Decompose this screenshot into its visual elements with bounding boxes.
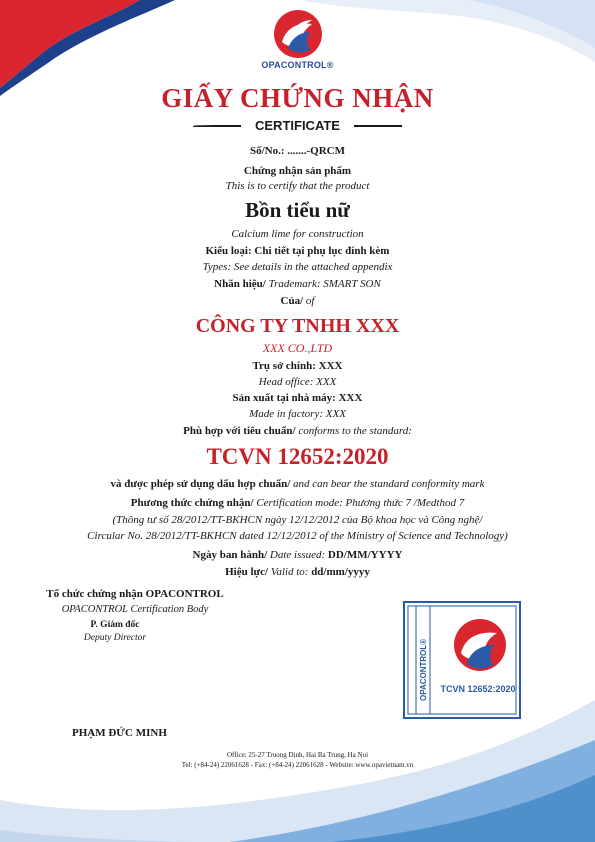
of-line: [0, 295, 595, 307]
factory-vi: Sản xuất tại nhà máy: XXX: [232, 392, 363, 404]
valid-to-value: dd/mm/yyyy: [311, 566, 370, 578]
certify-text-en: This is to certify that the product: [225, 180, 370, 192]
date-issued-value: DD/MM/YYYY: [327, 549, 403, 561]
certification-mode-line: [0, 497, 595, 509]
conforms-label-en: conforms to the standard:: [295, 425, 412, 437]
product-description: Calcium lime for construction: [231, 228, 364, 240]
circular-en: Circular No. 28/2012/TT-BKHCN dated 12/12/2012 of the Ministry of Science and Technology): [87, 530, 508, 542]
conformity-seal: [403, 601, 521, 719]
valid-to-line: [0, 566, 595, 578]
date-issued-en: Date issued:: [267, 549, 328, 561]
certification-body-vi: Tổ chức chứng nhận OPACONTROL: [46, 588, 224, 600]
certificate-title: GIẤY CHỨNG NHẬN: [161, 83, 434, 113]
seal-brand-text: OPACONTROL®: [419, 638, 428, 701]
brand-name: OPACONTROL®: [261, 60, 334, 70]
certification-mode-en: Certification mode: Phương thức 7 /Medthod 7: [253, 497, 465, 509]
certification-body-en: OPACONTROL Certification Body: [61, 604, 209, 615]
trademark-label-vi: Nhãn hiệu/: [214, 278, 266, 290]
signer-name: PHẠM ĐỨC MINH: [72, 727, 167, 739]
product-type-vi: Kiểu loại: Chi tiết tại phụ lục đính kèm: [205, 245, 390, 257]
conforms-line: [0, 425, 595, 437]
valid-to-vi: Hiệu lực/: [225, 566, 269, 578]
certificate-number: Số/No.: .......-QRCM: [249, 145, 346, 157]
product-name: Bồn tiểu nữ: [245, 198, 350, 222]
factory-en: Made in factory: XXX: [249, 408, 346, 420]
of-label-vi: Của/: [280, 295, 304, 307]
head-office-vi: Trụ sở chính: XXX: [252, 360, 343, 372]
certificate-subtitle-row: [0, 118, 595, 136]
conforms-label-vi: Phù hợp với tiêu chuẩn/: [183, 425, 296, 437]
conformity-mark-vi: và được phép sử dụng dấu hợp chuẩn/: [110, 478, 291, 490]
subtitle-right-rule: [354, 125, 402, 127]
opacontrol-logo-icon: [272, 8, 324, 60]
head-office-en: Head office: XXX: [258, 376, 337, 388]
certify-text-vi: Chứng nhận sản phẩm: [243, 165, 352, 177]
signer-role-vi: P. Giám đốc: [90, 620, 140, 630]
company-name-vi: CÔNG TY TNHH XXX: [195, 315, 400, 337]
footer-contact: Tel: (+84-24) 22061628 - Fax: (+84-24) 22061628 - Website: www.opavietnam.vn: [181, 761, 414, 769]
circular-vi: (Thông tư số 28/2012/TT-BKHCN ngày 12/12/2012 của Bộ khoa học và Công nghệ/: [112, 514, 483, 526]
date-issued-vi: Ngày ban hành/: [192, 549, 268, 561]
signer-role-en: Deputy Director: [83, 633, 147, 643]
trademark-label-en: Trademark: SMART SON: [265, 278, 381, 290]
trademark-line: [0, 278, 595, 290]
valid-to-en: Valid to:: [268, 566, 312, 578]
certificate-subtitle: CERTIFICATE: [255, 118, 340, 133]
date-issued-line: [0, 549, 595, 561]
of-label-en: of: [303, 295, 315, 307]
product-type-en: Types: See details in the attached appendix: [202, 261, 393, 273]
standard-code: TCVN 12652:2020: [206, 444, 389, 469]
company-name-en: XXX CO.,LTD: [262, 341, 333, 355]
footer-office: Office: 25-27 Truong Dinh, Hai Ba Trung, Ha Noi: [226, 751, 369, 759]
conformity-mark-line: [0, 478, 595, 490]
conformity-mark-en: and can bear the standard conformity mark: [290, 478, 485, 490]
certification-mode-vi: Phương thức chứng nhận/: [130, 497, 254, 509]
seal-standard-code: TCVN 12652:2020: [440, 684, 516, 694]
